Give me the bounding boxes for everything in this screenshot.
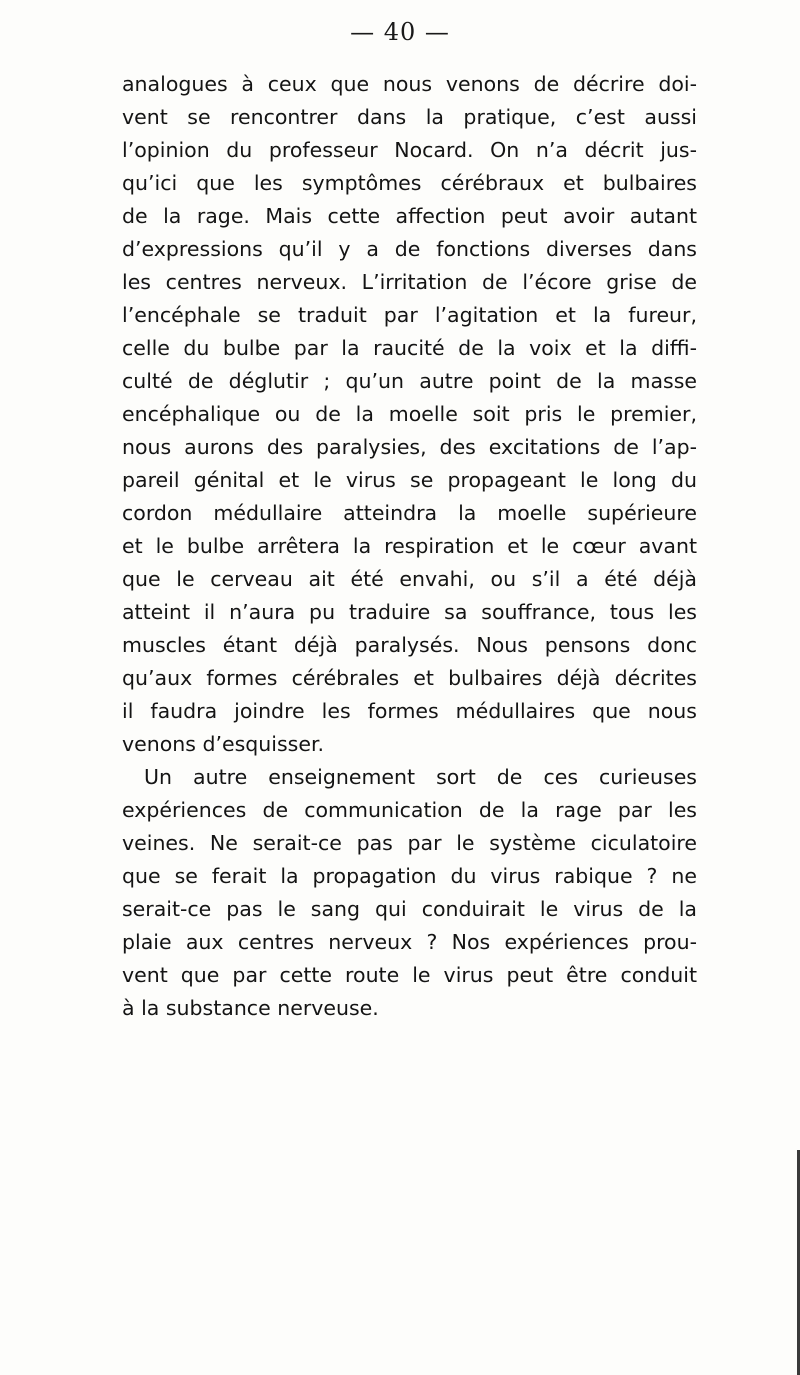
text-line: l’opinion du professeur Nocard. On n’a décrit jus- [122, 138, 697, 162]
text-line: qu’ici que les symptômes cérébraux et bulbaires [122, 171, 697, 195]
text-line: à la substance nerveuse. [122, 996, 379, 1020]
text-line: nous aurons des paralysies, des excitations de l’ap- [122, 435, 697, 459]
text-line: qu’aux formes cérébrales et bulbaires déjà décrites [122, 666, 697, 690]
text-line: veines. Ne serait-ce pas par le système ciculatoire [122, 831, 697, 855]
text-line: venons d’esquisser. [122, 732, 325, 756]
text-line: plaie aux centres nerveux ? Nos expériences prou- [122, 930, 697, 954]
text-line: pareil génital et le virus se propageant le long du [122, 468, 697, 492]
text-line: l’encéphale se traduit par l’agitation et la fureur, [122, 303, 697, 327]
text-line: les centres nerveux. L’irritation de l’écore grise de [122, 270, 697, 294]
text-line: serait-ce pas le sang qui conduirait le virus de la [122, 897, 697, 921]
text-line: que le cerveau ait été envahi, ou s’il a été déjà [122, 567, 697, 591]
page-number: — 40 — [350, 18, 450, 46]
text-line: que se ferait la propagation du virus rabique ? ne [122, 864, 697, 888]
text-line: muscles étant déjà paralysés. Nous pensons donc [122, 633, 697, 657]
text-line: il faudra joindre les formes médullaires que nous [122, 699, 697, 723]
text-line: et le bulbe arrêtera la respiration et le cœur avant [122, 534, 697, 558]
text-line: celle du bulbe par la raucité de la voix et la diffi- [122, 336, 697, 360]
text-line: culté de déglutir ; qu’un autre point de la masse [122, 369, 697, 393]
body-text [122, 68, 697, 1025]
text-line: Un autre enseignement sort de ces curieuses [144, 765, 697, 789]
text-line: atteint il n’aura pu traduire sa souffrance, tous les [122, 600, 697, 624]
text-line: cordon médullaire atteindra la moelle supérieure [122, 501, 697, 525]
text-line: encéphalique ou de la moelle soit pris le premier, [122, 402, 697, 426]
text-line: de la rage. Mais cette affection peut avoir autant [122, 204, 697, 228]
text-line: expériences de communication de la rage par les [122, 798, 697, 822]
text-line: vent que par cette route le virus peut être conduit [122, 963, 697, 987]
text-line: vent se rencontrer dans la pratique, c’est aussi [122, 105, 697, 129]
text-line: analogues à ceux que nous venons de décrire doi- [122, 72, 697, 96]
text-line: d’expressions qu’il y a de fonctions diverses dans [122, 237, 697, 261]
